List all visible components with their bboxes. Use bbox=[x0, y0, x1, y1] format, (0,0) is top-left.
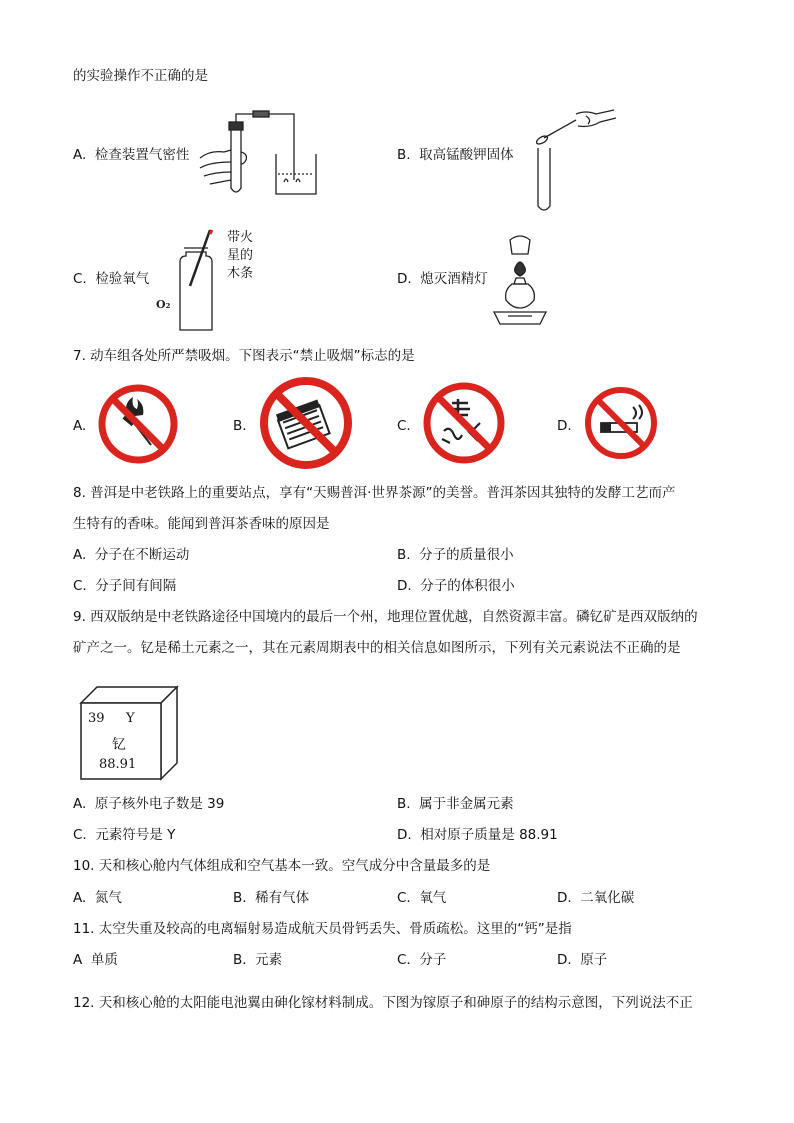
q8-option-b[interactable] bbox=[397, 545, 514, 565]
q7-option-a-letter[interactable]: A. bbox=[73, 418, 87, 434]
q8-option-d[interactable] bbox=[397, 576, 515, 596]
q9-option-d[interactable] bbox=[397, 825, 558, 845]
q6-option-c[interactable] bbox=[73, 269, 149, 289]
q8-option-c[interactable] bbox=[73, 576, 176, 596]
q6-stem-tail: 的实验操作不正确的是 bbox=[73, 68, 208, 84]
option-text: 二氧化碳 bbox=[580, 890, 635, 906]
q8-option-a[interactable] bbox=[73, 545, 189, 565]
q10-option-d[interactable] bbox=[557, 888, 634, 908]
airtightness-check-figure bbox=[198, 110, 328, 200]
option-text: 原子 bbox=[580, 952, 608, 968]
option-letter: D. bbox=[397, 271, 412, 287]
q7-stem: 7. 动车组各处所严禁吸烟。下图表示“禁止吸烟”标志的是 bbox=[73, 348, 415, 364]
option-text: 氮气 bbox=[94, 890, 122, 906]
option-text: 分子 bbox=[419, 952, 447, 968]
option-letter: B. bbox=[397, 796, 411, 812]
option-letter: A. bbox=[73, 547, 87, 563]
no-smoking-sign-icon[interactable] bbox=[583, 385, 659, 461]
o2-label: O₂ bbox=[156, 298, 171, 311]
element-atomic-mass: 88.91 bbox=[99, 757, 137, 772]
option-letter: D. bbox=[397, 578, 412, 594]
option-letter: C. bbox=[397, 890, 411, 906]
element-name: 钇 bbox=[112, 737, 126, 753]
option-text: 相对原子质量是 88.91 bbox=[420, 827, 558, 843]
q11-option-d[interactable] bbox=[557, 950, 607, 970]
option-text: 取高锰酸钾固体 bbox=[419, 147, 514, 163]
burning-splint-label bbox=[227, 229, 253, 283]
q7-option-d-letter[interactable]: D. bbox=[557, 418, 572, 434]
option-text: 检查装置气密性 bbox=[94, 147, 190, 163]
option-letter: A. bbox=[73, 147, 87, 163]
no-matches-sign-icon[interactable] bbox=[258, 375, 354, 471]
option-text: 分子在不断运动 bbox=[94, 547, 190, 563]
option-letter: B. bbox=[397, 547, 411, 563]
no-fire-sign-icon[interactable] bbox=[97, 383, 179, 465]
q7-option-c-letter[interactable]: C. bbox=[397, 418, 411, 434]
label-line: 木条 bbox=[227, 266, 254, 281]
q6-option-b[interactable] bbox=[397, 145, 514, 165]
q8-stem-line2: 生特有的香味。能闻到普洱茶香味的原因是 bbox=[73, 516, 330, 532]
q10-stem: 10. 天和核心舱内气体组成和空气基本一致。空气成分中含量最多的是 bbox=[73, 858, 491, 874]
option-text: 单质 bbox=[90, 952, 118, 968]
q10-option-b[interactable] bbox=[233, 888, 309, 908]
option-letter: A bbox=[73, 952, 83, 968]
option-letter: D. bbox=[557, 890, 572, 906]
q6-option-a[interactable] bbox=[73, 145, 189, 165]
q8-stem-line1: 8. 普洱是中老铁路上的重要站点，享有“天赐普洱·世界茶源”的美誉。普洱茶因其独特的发酵工艺而产 bbox=[73, 485, 676, 501]
q9-option-b[interactable] bbox=[397, 794, 514, 814]
option-text: 分子间有间隔 bbox=[95, 578, 177, 594]
alcohol-lamp-figure bbox=[490, 232, 550, 328]
q10-option-a[interactable] bbox=[73, 888, 122, 908]
option-text: 熄灭酒精灯 bbox=[420, 271, 488, 287]
q10-option-c[interactable] bbox=[397, 888, 446, 908]
q9-stem-line2: 矿产之一。钇是稀土元素之一，其在元素周期表中的相关信息如图所示，下列有关元素说法不正确的是 bbox=[73, 640, 681, 656]
option-letter: C. bbox=[73, 827, 87, 843]
option-letter: B. bbox=[397, 147, 411, 163]
q9-option-a[interactable] bbox=[73, 794, 224, 814]
option-letter: D. bbox=[397, 827, 412, 843]
option-text: 检验氧气 bbox=[95, 271, 150, 287]
option-letter: C. bbox=[397, 952, 411, 968]
q11-option-a[interactable] bbox=[73, 950, 118, 970]
q11-stem: 11. 太空失重及较高的电离辐射易造成航天员骨钙丢失、骨质疏松。这里的“钙”是指 bbox=[73, 921, 572, 937]
q9-option-c[interactable] bbox=[73, 825, 175, 845]
spoon-and-test-tube-figure bbox=[530, 102, 620, 214]
element-atomic-number: 39 bbox=[88, 711, 105, 726]
q12-stem: 12. 天和核心舱的太阳能电池翼由砷化镓材料制成。下图为镓原子和砷原子的结构示意图，下列说法不正 bbox=[73, 995, 693, 1011]
q6-option-d[interactable] bbox=[397, 269, 488, 289]
option-text: 分子的体积很小 bbox=[420, 578, 515, 594]
option-text: 元素符号是 Y bbox=[95, 827, 176, 843]
option-text: 属于非金属元素 bbox=[419, 796, 514, 812]
q11-option-c[interactable] bbox=[397, 950, 446, 970]
option-letter: C. bbox=[73, 578, 87, 594]
q11-option-b[interactable] bbox=[233, 950, 282, 970]
option-letter: C. bbox=[73, 271, 87, 287]
q9-stem-line1: 9. 西双版纳是中老铁路途径中国境内的最后一个州，地理位置优越，自然资源丰富。磷钇矿是西双版纳的 bbox=[73, 609, 698, 625]
option-text: 元素 bbox=[255, 952, 283, 968]
option-text: 氧气 bbox=[419, 890, 447, 906]
option-text: 稀有气体 bbox=[255, 890, 310, 906]
q7-option-b-letter[interactable]: B. bbox=[233, 418, 247, 434]
option-letter: B. bbox=[233, 890, 247, 906]
option-letter: A. bbox=[73, 796, 87, 812]
option-letter: B. bbox=[233, 952, 247, 968]
option-text: 分子的质量很小 bbox=[419, 547, 514, 563]
element-symbol: Y bbox=[126, 711, 135, 726]
option-letter: A. bbox=[73, 890, 87, 906]
option-letter: D. bbox=[557, 952, 572, 968]
option-text: 原子核外电子数是 39 bbox=[94, 796, 225, 812]
label-line: 星的 bbox=[227, 248, 254, 263]
no-burning-sign-icon[interactable] bbox=[422, 381, 506, 465]
label-line: 带火 bbox=[227, 230, 254, 245]
